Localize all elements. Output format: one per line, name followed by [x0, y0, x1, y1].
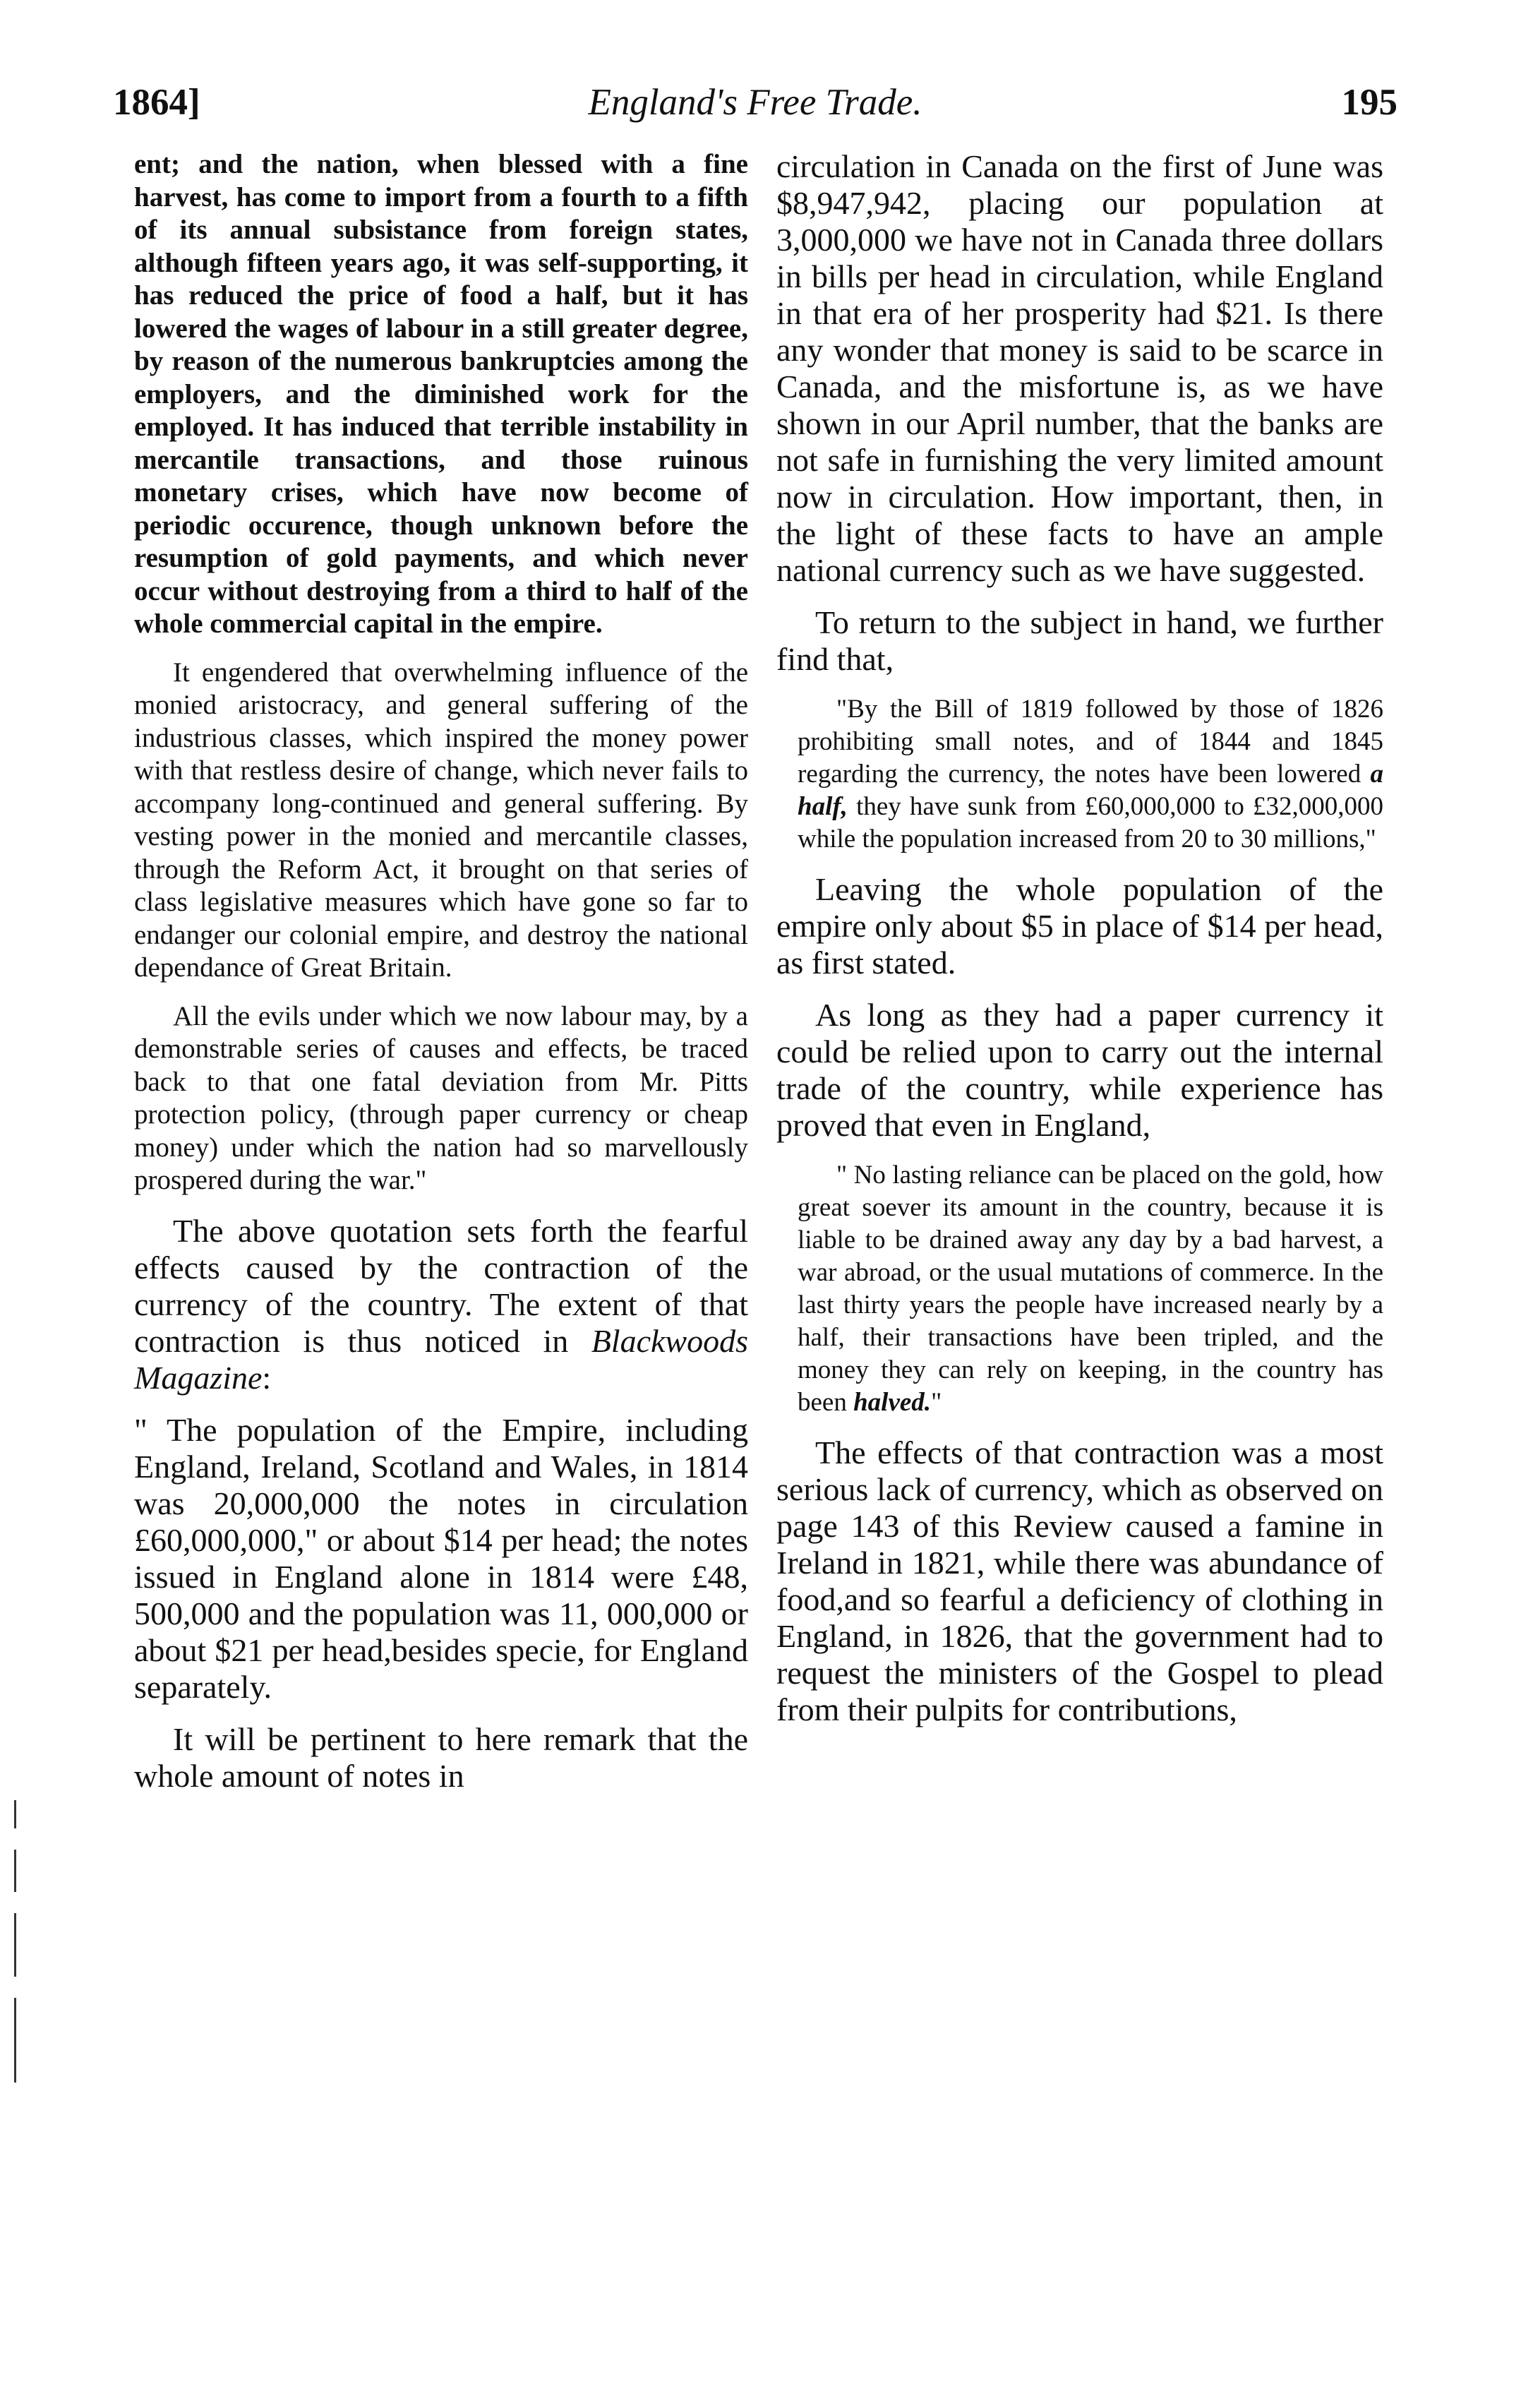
text-run: " No lasting reliance can be placed on the gold, how great soever its amount in the country, because it is liable to be drained away any day by a bad harvest, a war abroad, or the usual mutations of commerce. In the last thirty years the people have increased nearly by a half, their transactions have been tripled, and the money they can rely on keeping, in the country has been [798, 1161, 1383, 1417]
margin-mark [14, 1913, 16, 1977]
page-number: 195 [1341, 82, 1397, 123]
margin-mark [14, 1998, 16, 2083]
paragraph: It engendered that overwhelming influence of the monied aristocracy, and general suffering of the industrious classes, which inspired the money power with that restless desire of change, which never fails to accompany long-continued and general suffering. By vesting power in the monied and mercantile classes, through the Reform Act, it brought on that series of class legislative measures which have gone so far to endanger our colonial empire, and destroy the national dependance of Great Britain. [134, 657, 748, 983]
paragraph: ent; and the nation, when blessed with a fine harvest, has come to import from a fourth to a fifth of its annual subsistance from foreign states, although fifteen years ago, it was self-supporting, it has reduced the price of food a half, but it has lowered the wages of labour in a still greater degree, by reason of the numerous bankruptcies among the employers, and the diminished work for the employed. It has induced that terrible instability in mercantile transactions, and those ruinous monetary crises, which have now become of periodic occurence, though unknown before the resumption of gold payments, and which never occur without destroying from a third to half of the whole commercial capital in the empire. [134, 149, 748, 639]
text-run: they have sunk from £60,000,000 to £32,000,000 while the population increased from 20 to 30 millions," [798, 792, 1383, 853]
paragraph [134, 1213, 748, 1396]
header-title: England's Free Trade. [588, 82, 922, 123]
text-run: : [262, 1359, 272, 1396]
left-column [134, 148, 748, 1810]
text-run: " [931, 1388, 942, 1417]
right-column [776, 148, 1383, 1744]
margin-marks [14, 1800, 21, 2365]
magazine-title: Blackwoods Magazine [134, 1322, 748, 1396]
paragraph: circulation in Canada on the first of June was $8,947,942, placing our population at 3,000,000 we have not in Canada three dollars in bills per head in circulation, while England in that era of her prosperity had $21. Is there any wonder that money is said to be scarce in Canada, and the misfortune is, as we have shown in our April number, that the banks are not safe in furnishing the very limited amount now in circulation. How important, then, in the light of these facts to have an ample national currency such as we have suggested. [776, 148, 1383, 588]
paragraph: Leaving the whole population of the empire only about $5 in place of $14 per head, as first stated. [776, 871, 1383, 981]
paragraph: The effects of that contraction was a most serious lack of currency, which as observed on page 143 of this Review caused a famine in Ireland in 1821, while there was abundance of food,and so fearful a deficiency of clothing in England, in 1826, that the government had to request the ministers of the Gospel to plead from their pulpits for contributions, [776, 1434, 1383, 1727]
paragraph: All the evils under which we now labour may, by a demonstrable series of causes and effects, be traced back to that one fatal deviation from Mr. Pitts protection policy, (through paper currency or cheap money) under which the nation had so marvellously prospered during the war." [134, 1000, 748, 1195]
block-quote [776, 693, 1383, 856]
paragraph: To return to the subject in hand, we further find that, [776, 604, 1383, 677]
quotation: " The population of the Empire, including England, Ireland, Scotland and Wales, in 1814 was 20,000,000 the notes in circulation £60,000,000," or about $14 per head; the notes issued in England alone in 1814 were £48, 500,000 and the population was 11, 000,000 or about $21 per head,besides specie, for England separately. [134, 1411, 748, 1705]
block-quote [776, 1159, 1383, 1419]
paragraph: It will be pertinent to here remark that the whole amount of notes in [134, 1720, 748, 1794]
paragraph: As long as they had a paper currency it could be relied upon to carry out the internal trade of the country, while experience has proved that even in England, [776, 997, 1383, 1143]
text-run: "By the Bill of 1819 followed by those of 1826 prohibiting small notes, and of 1844 and 1845 regarding the currency, the notes have been lowered [798, 695, 1383, 789]
header-year: 1864] [113, 82, 200, 123]
text-run: The above quotation sets forth the fearful effects caused by the contraction of the currency of the country. The extent of that contraction is thus noticed in [134, 1212, 748, 1359]
emphasis: a half, [798, 760, 1383, 821]
margin-mark [14, 1850, 16, 1892]
margin-mark [14, 1800, 16, 1828]
emphasis: halved. [853, 1388, 932, 1417]
running-header [113, 81, 1397, 138]
